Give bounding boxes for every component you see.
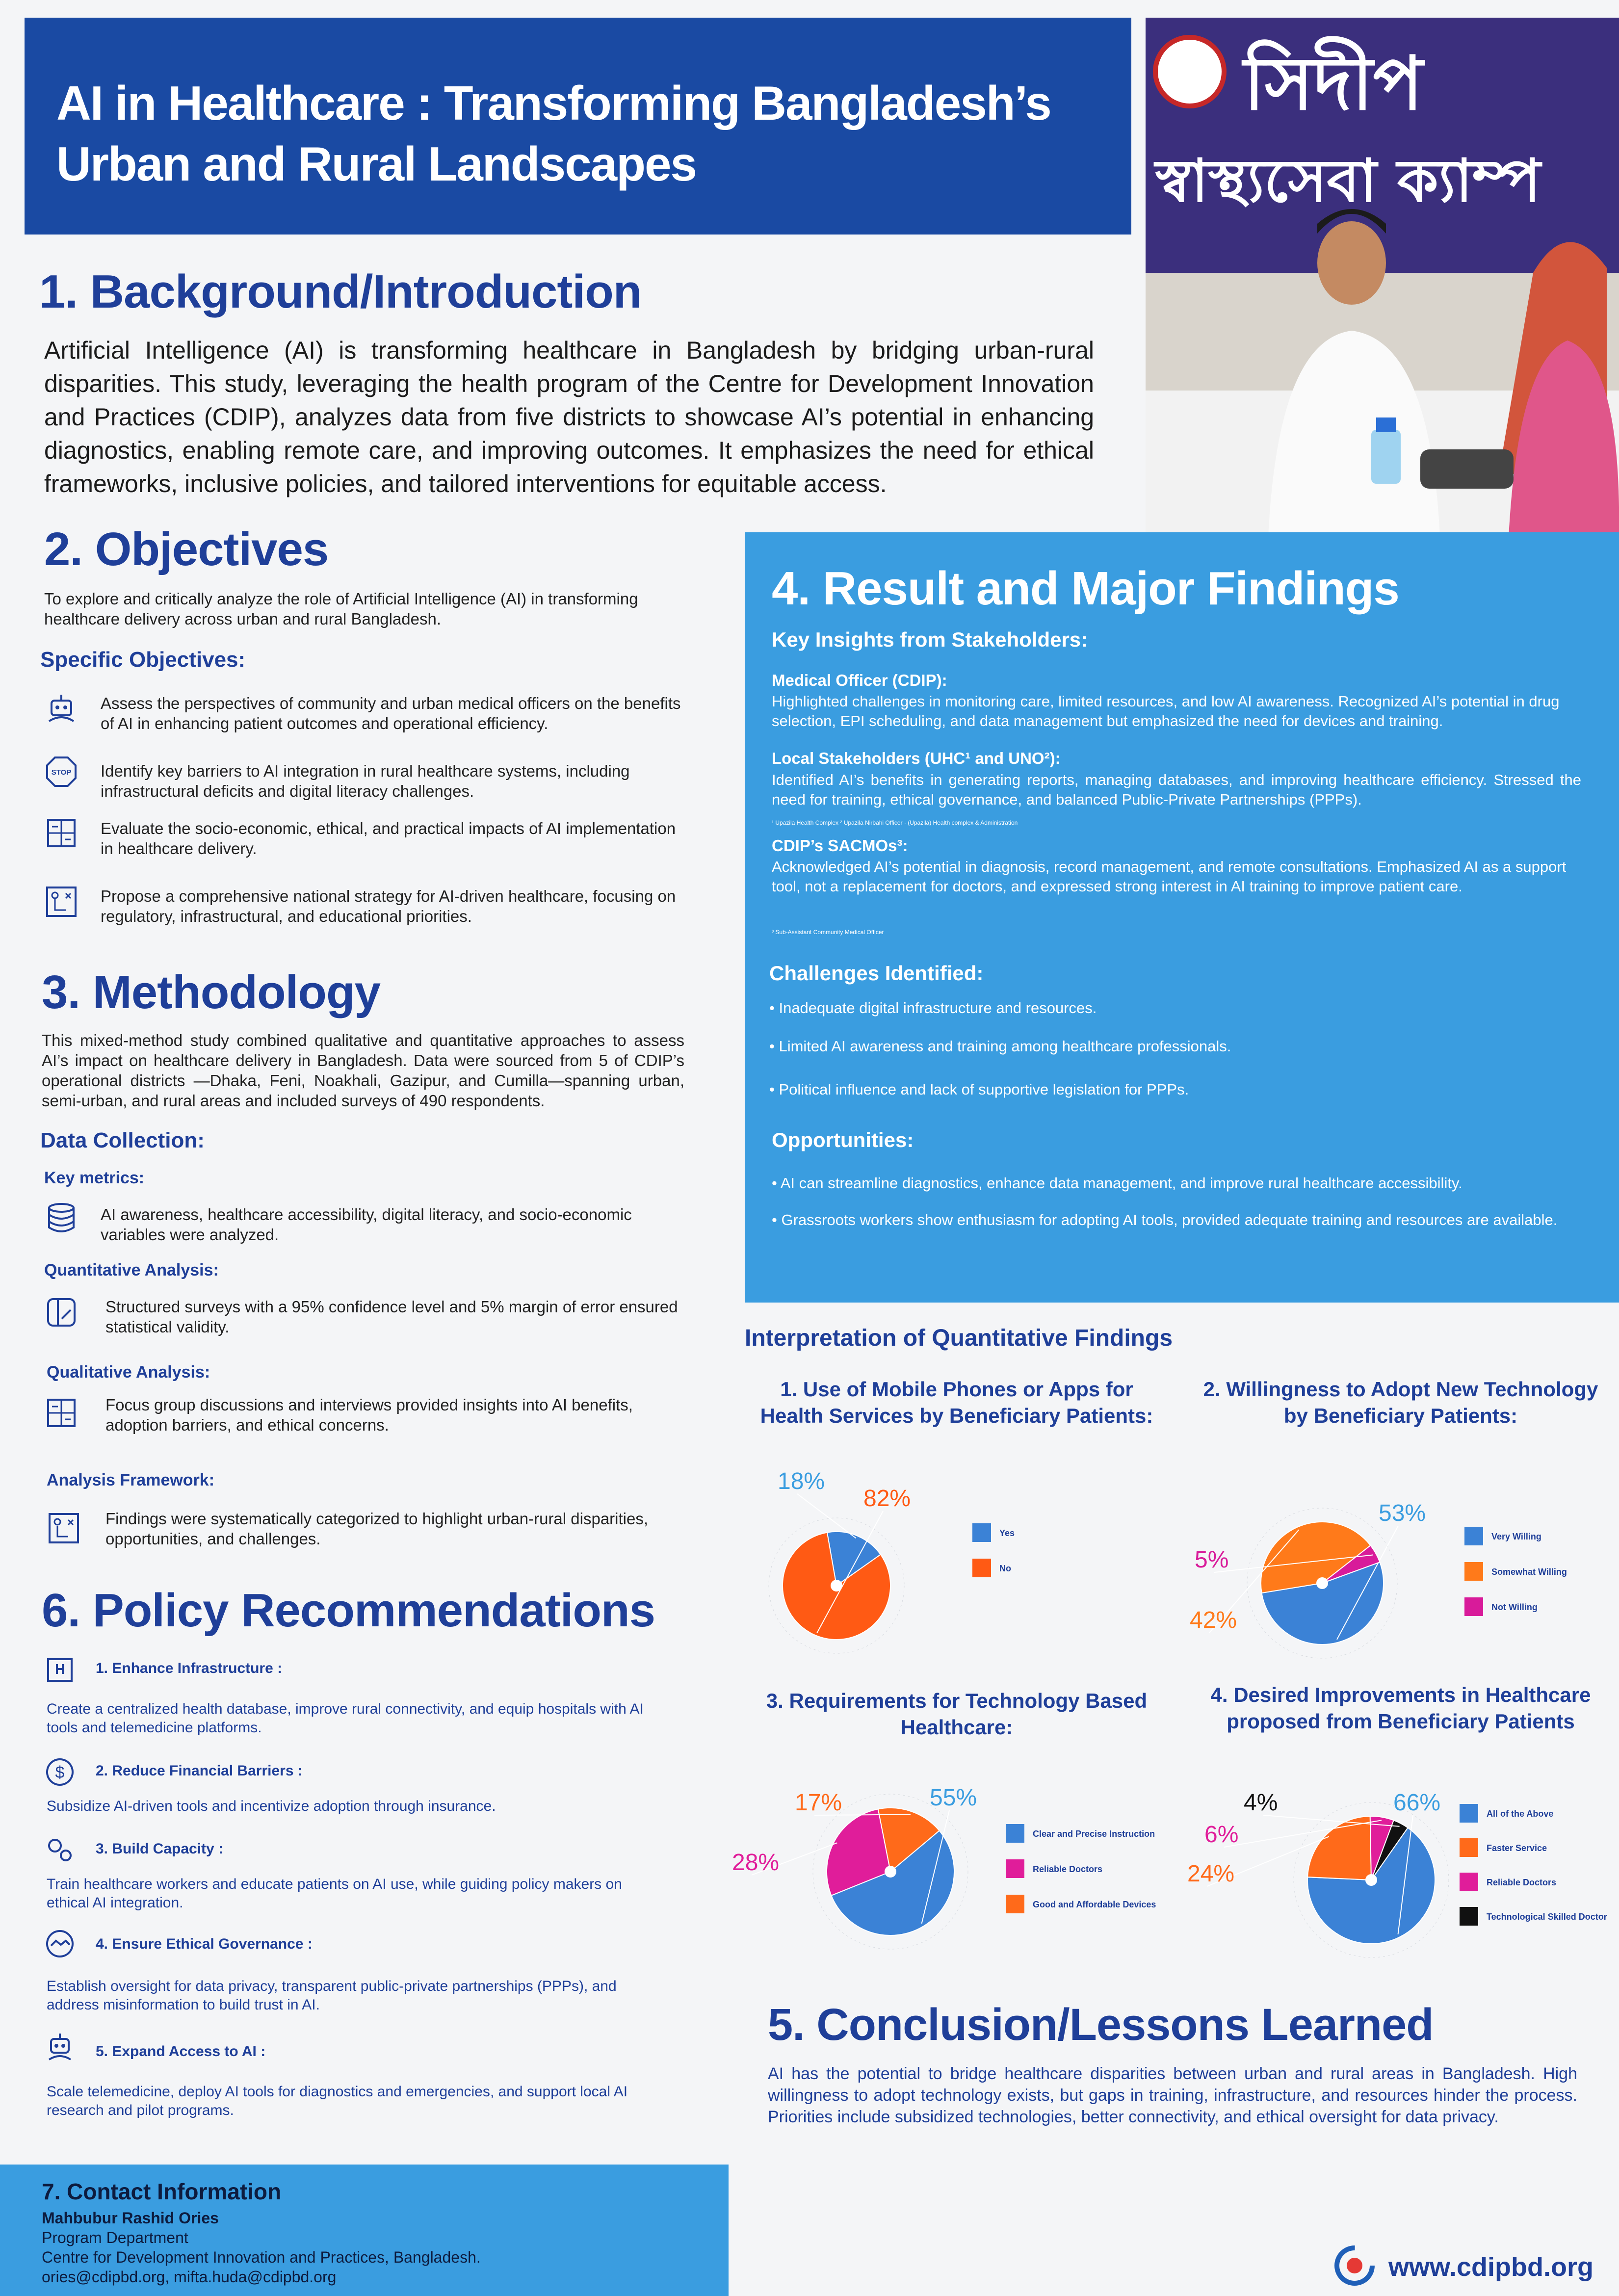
chart-3-title: 3. Requirements for Technology Based Healthcare: (766, 1689, 1148, 1739)
conclusion-title: 5. Conclusion/Lessons Learned (768, 2000, 1434, 2050)
pie-4-legend-label-3: Reliable Doctors (1487, 1878, 1557, 1887)
pie-2-label-1: 53% (1379, 1500, 1426, 1526)
policy-item-3-text: Train healthcare workers and educate patients on AI use, while guiding policy makers on ethical AI integration. (47, 1876, 622, 1911)
pie-3-legend-label-1: Clear and Precise Instruction (1033, 1829, 1155, 1839)
pie-4-legend-label-1: All of the Above (1487, 1809, 1554, 1819)
pie-4-label-1: 66% (1393, 1790, 1441, 1816)
pie-1-label-1: 18% (778, 1468, 825, 1494)
photo-banner-line1: সিদীপ (1244, 41, 1423, 127)
pie-2-label-3: 5% (1195, 1547, 1229, 1573)
interpretation-title: Interpretation of Quantitative Findings (745, 1325, 1173, 1351)
website-link[interactable]: www.cdipbd.org (1388, 2252, 1593, 2282)
policy-item-5-head: 5. Expand Access to AI : (96, 2043, 266, 2060)
pie-4-label-3: 6% (1204, 1822, 1239, 1848)
chart-2-title: 2. Willingness to Adopt New Technology by Beneficiary Patients: (1203, 1378, 1598, 1427)
poster-title-line1: AI in Healthcare : Transforming Bangladesh’s (56, 76, 1051, 130)
stakeholder-2-text: Identified AI’s benefits in generating reports, managing databases, and improving healthcare efficiency. Stressed the need for training, ethical governance, and balanced Public-Private Partnerships (PPPs). (772, 771, 1581, 808)
stakeholder-3-head: CDIP’s SACMOs³: (772, 836, 908, 855)
pie-2-legend-label-3: Not Willing (1491, 1602, 1538, 1612)
pie-3-center-dot (885, 1866, 896, 1878)
policy-item-1-head: 1. Enhance Infrastructure : (96, 1660, 283, 1676)
qualitative-analysis-text: Focus group discussions and interviews provided insights into AI benefits, adoption barriers, and ethical concerns. (105, 1396, 633, 1434)
results-title: 4. Result and Major Findings (772, 562, 1399, 615)
poster-title-line2: Urban and Rural Landscapes (56, 137, 697, 191)
pie-2-legend-label-1: Very Willing (1491, 1532, 1541, 1541)
pie-1-legend-swatch-1 (972, 1523, 991, 1542)
challenge-2: • Limited AI awareness and training among healthcare professionals. (769, 1038, 1231, 1055)
stakeholder-1-head: Medical Officer (CDIP): (772, 671, 947, 689)
pie-3-label-2: 28% (732, 1850, 780, 1876)
challenge-1: • Inadequate digital infrastructure and resources. (769, 999, 1097, 1017)
pie-2-center-dot (1316, 1577, 1328, 1589)
objective-item-4: Propose a comprehensive national strategy for AI-driven healthcare, focusing on regulatory, infrastructural, and educational priorities. (101, 887, 676, 925)
policy-item-1-text: Create a centralized health database, improve rural connectivity, and equip hospitals with AI tools and telemedicine platforms. (47, 1701, 644, 1736)
pie-1-center-dot (831, 1580, 842, 1592)
pie-2-label-2: 42% (1190, 1607, 1237, 1633)
pie-1-legend-swatch-2 (972, 1559, 991, 1577)
contact-dept: Program Department (42, 2229, 188, 2246)
pie-4-legend-swatch-2 (1460, 1838, 1478, 1857)
stop-sign-label: STOP (51, 768, 72, 777)
pie-4-legend-label-2: Faster Service (1487, 1843, 1547, 1853)
objective-item-1: Assess the perspectives of community and urban medical officers on the benefits of AI in enhancing patient outcomes and operational efficiency. (101, 694, 681, 732)
pie-1-leader-1 (797, 1494, 856, 1538)
background-title: 1. Background/Introduction (39, 265, 642, 318)
challenge-3: • Political influence and lack of supportive legislation for PPPs. (769, 1081, 1189, 1098)
methodology-intro: This mixed-method study combined qualitative and quantitative approaches to assess AI’s impact on healthcare delivery in Bangladesh. Data were sourced from 5 of CDIP’s operational districts —Dhaka, Feni, Noakhali, Gazipur, and Cumilla—spanning urban, semi-urban, and rural areas and included surveys of 490 respondents. (42, 1031, 684, 1110)
analysis-framework-head: Analysis Framework: (47, 1471, 215, 1489)
cdip-logo-icon (1333, 2244, 1376, 2287)
background-text: Artificial Intelligence (AI) is transforming healthcare in Bangladesh by bridging urban-rural disparities. This study, leveraging the health program of the Centre for Development Innovation and Practices (CDIP), analyzes data from five districts to showcase AI’s potential in enhancing diagnostics, enabling remote care, and improving outcomes. It emphasizes the need for ethical frameworks, inclusive policies, and tailored interventions for equitable access. (44, 337, 1094, 497)
policy-item-4-head: 4. Ensure Ethical Governance : (96, 1936, 313, 1952)
key-insights-title: Key Insights from Stakeholders: (772, 628, 1088, 651)
stakeholder-3-footnote: ³ Sub-Assistant Community Medical Officer (772, 929, 884, 936)
pie-4-legend-swatch-3 (1460, 1873, 1478, 1891)
opportunities-title: Opportunities: (772, 1128, 914, 1151)
contact-email[interactable]: ories@cdipbd.org, mifta.huda@cdipbd.org (42, 2268, 337, 2286)
opportunity-1: • AI can streamline diagnostics, enhance data management, and improve rural healthcare accessibility. (772, 1174, 1462, 1192)
data-collection-title: Data Collection: (40, 1128, 205, 1152)
analysis-framework-text: Findings were systematically categorized to highlight urban-rural disparities, opportunities, and challenges. (105, 1510, 649, 1548)
methodology-title: 3. Methodology (42, 966, 380, 1018)
stakeholder-2-head: Local Stakeholders (UHC¹ and UNO²): (772, 749, 1061, 767)
pie-4-legend-swatch-4 (1460, 1907, 1478, 1926)
policy-item-4-text: Establish oversight for data privacy, transparent public-private partnerships (PPPs), and address misinformation to build trust in AI. (47, 1978, 617, 2013)
pie-4-center-dot (1365, 1874, 1377, 1886)
conclusion-text: AI has the potential to bridge healthcare disparities between urban and rural areas in Bangladesh. High willingness to adopt technology exists, but gaps in training, infrastructure, and resources hinder the process. Priorities include subsidized technologies, better connectivity, and ethical oversight for data privacy. (768, 2064, 1577, 2126)
pie-2-legend-label-2: Somewhat Willing (1491, 1567, 1567, 1577)
qualitative-analysis-head: Qualitative Analysis: (47, 1363, 210, 1382)
objective-item-2: Identify key barriers to AI integration in rural healthcare systems, including infrastructural deficits and digital literacy challenges. (101, 762, 630, 800)
photo-banner-line2: স্বাস্থ্যসেবা ক্যাম্প (1155, 147, 1541, 215)
contact-org: Centre for Development Innovation and Practices, Bangladesh. (42, 2248, 481, 2266)
pie-4-legend-label-4: Technological Skilled Doctor (1487, 1912, 1607, 1922)
policy-item-5-text: Scale telemedicine, deploy AI tools for diagnostics and emergencies, and support local AI research and pilot programs. (47, 2084, 628, 2118)
pie-3-legend-swatch-3 (1006, 1895, 1024, 1913)
pie-4-label-4: 4% (1244, 1790, 1278, 1816)
pie-3-legend-swatch-2 (1006, 1859, 1024, 1878)
contact-title: 7. Contact Information (42, 2179, 282, 2204)
stakeholder-1-text: Highlighted challenges in monitoring care, limited resources, and low AI awareness. Recognized AI’s potential in drug selection, EPI scheduling, and data management but emphasized the need for devices and training. (772, 693, 1560, 730)
policy-title: 6. Policy Recommendations (42, 1584, 655, 1637)
pie-2-legend-swatch-1 (1464, 1527, 1483, 1545)
stakeholder-3-text: Acknowledged AI’s potential in diagnosis, record management, and remote consultations. Emphasized AI as a support tool, not a replacement for doctors, and expressed strong interest in AI training to improve patient care. (772, 858, 1567, 895)
chart-1-title: 1. Use of Mobile Phones or Apps for Health Services by Beneficiary Patients: (760, 1378, 1153, 1427)
policy-item-2-head: 2. Reduce Financial Barriers : (96, 1763, 303, 1779)
specific-objectives-title: Specific Objectives: (40, 648, 246, 672)
pie-3-label-1: 55% (930, 1785, 977, 1811)
pie-1-legend-label-2: No (999, 1564, 1011, 1573)
pie-3-legend-label-2: Reliable Doctors (1033, 1864, 1103, 1874)
pie-4-slice-2 (1307, 1816, 1371, 1880)
challenges-title: Challenges Identified: (769, 962, 984, 985)
pie-1-label-2: 82% (863, 1486, 911, 1512)
pie-1-legend-label-1: Yes (999, 1528, 1015, 1538)
pie-4-legend-swatch-1 (1460, 1804, 1478, 1823)
key-metrics-text: AI awareness, healthcare accessibility, digital literacy, and socio-economic variables were analyzed. (101, 1205, 632, 1244)
stakeholder-2-footnote: ¹ Upazila Health Complex ² Upazila Nirbahi Officer · (Upazila) Health complex & Administration (772, 819, 1018, 826)
objective-item-3: Evaluate the socio-economic, ethical, and practical impacts of AI implementation in healthcare delivery. (101, 819, 676, 858)
pie-3-legend-label-3: Good and Affordable Devices (1033, 1900, 1156, 1909)
opportunity-2: • Grassroots workers show enthusiasm for adopting AI tools, provided adequate training and resources are available. (772, 1211, 1558, 1228)
pie-2-legend-swatch-3 (1464, 1597, 1483, 1616)
pie-3-legend-swatch-1 (1006, 1824, 1024, 1843)
contact-name: Mahbubur Rashid Ories (42, 2209, 219, 2227)
objectives-title: 2. Objectives (44, 523, 329, 575)
pie-4-label-2: 24% (1187, 1861, 1235, 1887)
objectives-intro: To explore and critically analyze the role of Artificial Intelligence (AI) in transforming healthcare delivery across urban and rural Bangladesh. (44, 590, 638, 628)
quantitative-analysis-text: Structured surveys with a 95% confidence level and 5% margin of error ensured statistical validity. (105, 1298, 678, 1336)
policy-item-2-text: Subsidize AI-driven tools and incentivize adoption through insurance. (47, 1798, 496, 1814)
pie-3-label-3: 17% (795, 1790, 842, 1816)
policy-item-3-head: 3. Build Capacity : (96, 1841, 224, 1857)
quantitative-analysis-head: Quantitative Analysis: (44, 1261, 219, 1279)
chart-4-title: 4. Desired Improvements in Healthcare proposed from Beneficiary Patients (1210, 1683, 1591, 1733)
svg-text:$: $ (55, 1763, 65, 1782)
key-metrics-head: Key metrics: (44, 1169, 145, 1187)
pie-2-legend-swatch-2 (1464, 1562, 1483, 1581)
